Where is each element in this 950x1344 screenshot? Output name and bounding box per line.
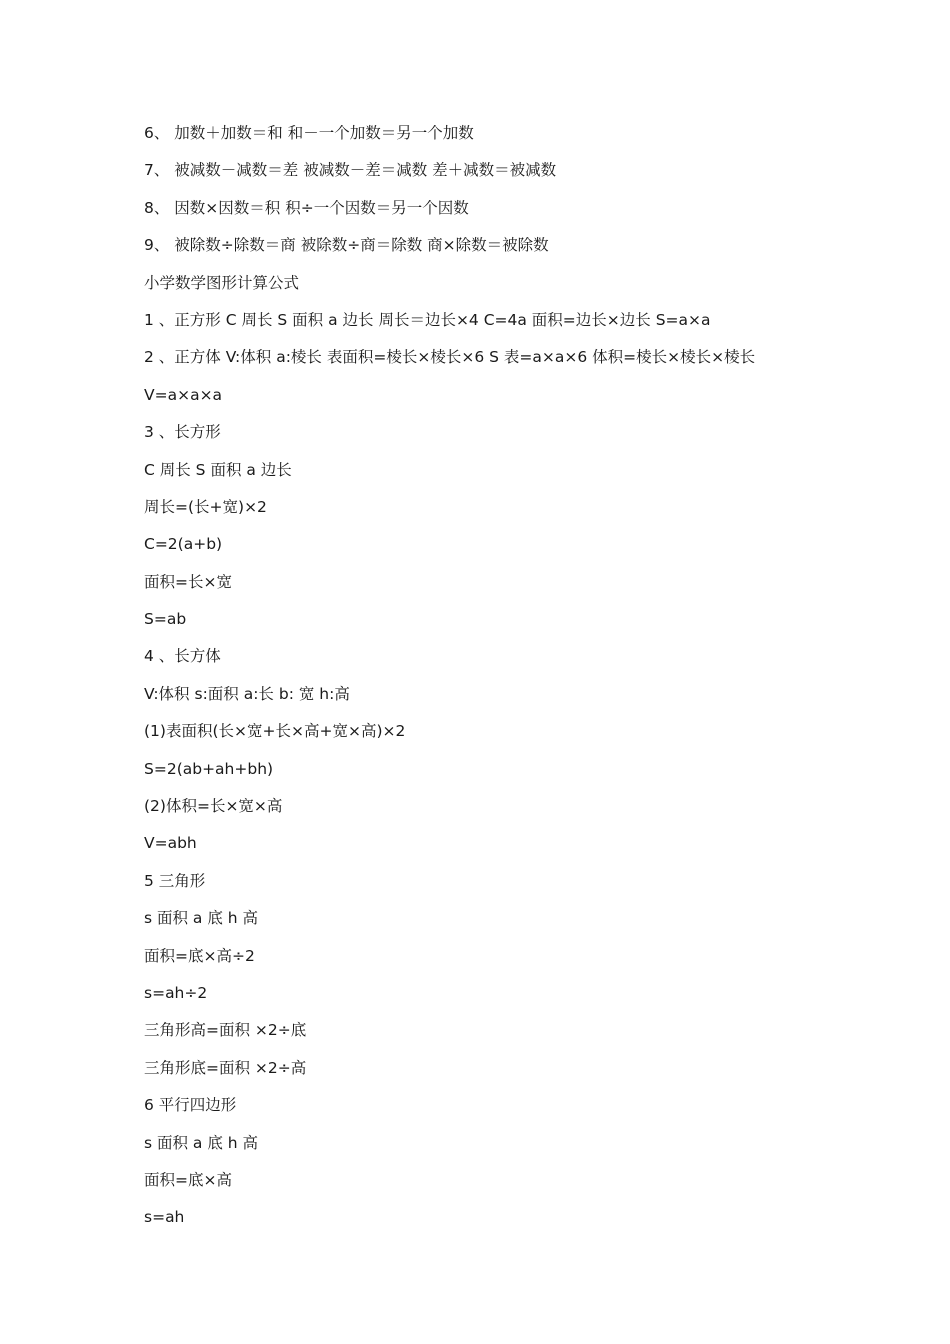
formula-line-cube: 2 、正方体 V:体积 a:棱长 表面积=棱长×棱长×6 S 表=a×a×6 体积=棱长×棱长×棱长: [144, 348, 756, 367]
triangle-base: 三角形底=面积 ×2÷高: [144, 1058, 307, 1077]
cuboid-surface-area: (1)表面积(长×宽+长×高+宽×高)×2: [144, 722, 406, 741]
cuboid-symbols: V:体积 s:面积 a:长 b: 宽 h:高: [144, 684, 350, 703]
cuboid-volume-formula: V=abh: [144, 834, 197, 853]
formula-line-subtraction: 7、 被减数－减数＝差 被减数－差＝减数 差＋减数＝被减数: [144, 161, 557, 180]
triangle-area: 面积=底×高÷2: [144, 946, 255, 965]
rectangle-area-formula: S=ab: [144, 610, 187, 629]
rectangle-area: 面积=长×宽: [144, 572, 232, 591]
parallelogram-symbols: s 面积 a 底 h 高: [144, 1133, 259, 1152]
document-page: [144, 115, 864, 1237]
formula-line-cube-volume: V=a×a×a: [144, 385, 223, 404]
formula-line-square: 1 、正方形 C 周长 S 面积 a 边长 周长＝边长×4 C=4a 面积=边长×边长 S=a×a: [144, 310, 711, 329]
rectangle-symbols: C 周长 S 面积 a 边长: [144, 460, 292, 479]
subheading-rectangle: 3 、长方形: [144, 423, 221, 442]
parallelogram-area: 面积=底×高: [144, 1170, 232, 1189]
parallelogram-area-formula: s=ah: [144, 1208, 185, 1227]
cuboid-surface-area-formula: S=2(ab+ah+bh): [144, 759, 274, 778]
rectangle-perimeter: 周长=(长+宽)×2: [144, 497, 267, 516]
formula-line-addition: 6、 加数＋加数＝和 和－一个加数＝另一个加数: [144, 124, 474, 142]
subheading-parallelogram: 6 平行四边形: [144, 1096, 237, 1115]
triangle-height: 三角形高=面积 ×2÷底: [144, 1021, 307, 1040]
section-heading-geometry: 小学数学图形计算公式: [144, 273, 300, 292]
rectangle-perimeter-formula: C=2(a+b): [144, 535, 223, 554]
triangle-area-formula: s=ah÷2: [144, 983, 208, 1002]
formula-line-multiplication: 8、 因数×因数＝积 积÷一个因数＝另一个因数: [144, 198, 469, 217]
formula-line-division: 9、 被除数÷除数＝商 被除数÷商＝除数 商×除数＝被除数: [144, 236, 549, 255]
subheading-triangle: 5 三角形: [144, 871, 206, 890]
cuboid-volume: (2)体积=长×宽×高: [144, 797, 283, 816]
triangle-symbols: s 面积 a 底 h 高: [144, 909, 259, 928]
subheading-cuboid: 4 、长方体: [144, 647, 221, 666]
